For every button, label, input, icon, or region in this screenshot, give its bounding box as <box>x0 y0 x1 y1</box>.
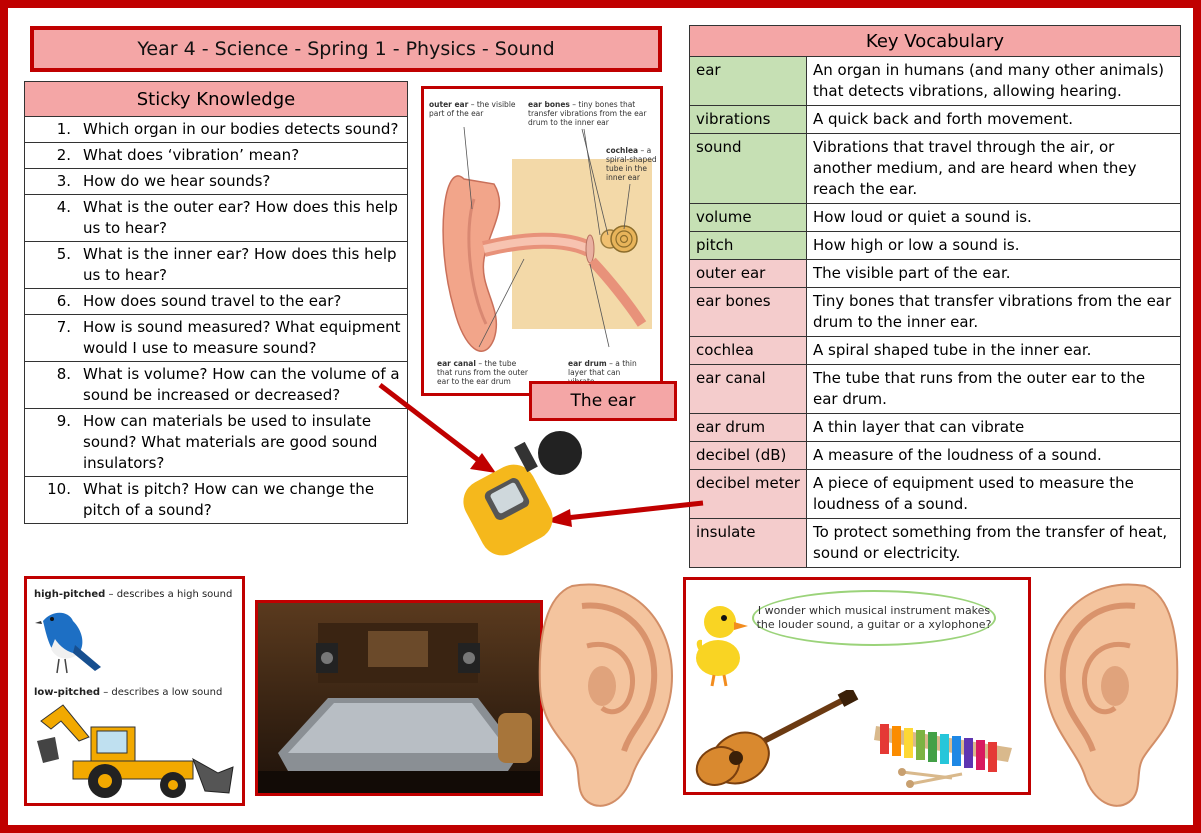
low-pitched-text: low-pitched – describes a low sound <box>34 687 223 698</box>
arrow-to-meter-left <box>380 385 482 463</box>
vocabulary-definition: How loud or quiet a sound is. <box>807 204 1181 232</box>
vocabulary-term: ear drum <box>690 414 807 442</box>
sticky-knowledge-row <box>25 409 408 477</box>
vocabulary-term: insulate <box>690 519 807 568</box>
sticky-knowledge-row <box>25 362 408 409</box>
digger-icon <box>33 701 238 801</box>
question-number: 2. <box>25 143 80 169</box>
decibel-meter-icon <box>456 431 582 563</box>
question-text: What does ‘vibration’ mean? <box>79 143 408 169</box>
pitch-examples-panel <box>24 576 245 806</box>
vocabulary-term: vibrations <box>690 106 807 134</box>
sticky-knowledge-row <box>25 289 408 315</box>
question-number: 5. <box>25 242 80 289</box>
sticky-knowledge-row <box>25 242 408 289</box>
key-vocabulary-table <box>689 25 1181 568</box>
vocabulary-row <box>690 442 1181 470</box>
ear-caption: The ear <box>529 381 677 421</box>
duck-icon <box>692 600 752 690</box>
vocabulary-term: volume <box>690 204 807 232</box>
sticky-knowledge-row <box>25 117 408 143</box>
vocabulary-row <box>690 134 1181 204</box>
question-text: How does sound travel to the ear? <box>79 289 408 315</box>
question-text: What is the inner ear? How does this help us to hear? <box>79 242 408 289</box>
instrument-question-panel <box>683 577 1031 795</box>
recording-studio-photo <box>255 600 543 796</box>
question-number: 1. <box>25 117 80 143</box>
vocabulary-row <box>690 260 1181 288</box>
vocabulary-definition: How high or low a sound is. <box>807 232 1181 260</box>
vocabulary-term: ear canal <box>690 365 807 414</box>
ear-cross-section-illustration <box>424 89 660 393</box>
arrow-to-meter-right <box>566 503 703 518</box>
sticky-knowledge-heading: Sticky Knowledge <box>25 82 408 117</box>
question-text: How do we hear sounds? <box>79 169 408 195</box>
vocabulary-definition: An organ in humans (and many other animals) that detects vibrations, allowing hearing. <box>807 57 1181 106</box>
question-text: What is volume? How can the volume of a sound be increased or decreased? <box>79 362 408 409</box>
vocabulary-row <box>690 204 1181 232</box>
arrows-and-decibel-meter <box>370 375 710 565</box>
vocabulary-row <box>690 288 1181 337</box>
vocabulary-row <box>690 57 1181 106</box>
question-number: 4. <box>25 195 80 242</box>
vocabulary-row <box>690 106 1181 134</box>
vocabulary-term: pitch <box>690 232 807 260</box>
vocabulary-term: cochlea <box>690 337 807 365</box>
vocabulary-term: ear <box>690 57 807 106</box>
high-pitched-text: high-pitched – describes a high sound <box>34 589 233 600</box>
vocabulary-term: decibel meter <box>690 470 807 519</box>
vocabulary-row <box>690 470 1181 519</box>
question-number: 9. <box>25 409 80 477</box>
ear-bones-label: ear bones – tiny bones that transfer vibrations from the ear drum to the inner ear <box>528 100 647 127</box>
ear-left-icon <box>532 576 682 816</box>
sticky-knowledge-list <box>25 117 408 524</box>
key-vocabulary-heading: Key Vocabulary <box>690 26 1181 57</box>
vocabulary-term: decibel (dB) <box>690 442 807 470</box>
question-text: What is pitch? How can we change the pitch of a sound? <box>79 477 408 524</box>
sticky-knowledge-row <box>25 169 408 195</box>
sticky-knowledge-panel <box>24 81 408 524</box>
sticky-knowledge-row <box>25 315 408 362</box>
vocabulary-definition: A spiral shaped tube in the inner ear. <box>807 337 1181 365</box>
sticky-knowledge-table <box>24 81 408 524</box>
vocabulary-definition: A quick back and forth movement. <box>807 106 1181 134</box>
vocabulary-row <box>690 232 1181 260</box>
vocabulary-definition: Tiny bones that transfer vibrations from the ear drum to the inner ear. <box>807 288 1181 337</box>
question-text: How is sound measured? What equipment would I use to measure sound? <box>79 315 408 362</box>
xylophone-icon <box>872 718 1022 788</box>
question-number: 8. <box>25 362 80 409</box>
question-text: How can materials be used to insulate sound? What materials are good sound insulators? <box>79 409 408 477</box>
guitar-icon <box>692 690 862 790</box>
speech-bubble: I wonder which musical instrument makes the louder sound, a guitar or a xylophone? <box>752 590 996 646</box>
question-text: Which organ in our bodies detects sound? <box>79 117 408 143</box>
mixing-desk-illustration <box>258 603 540 793</box>
outer-ear-label: outer ear – the visible part of the ear <box>429 100 516 118</box>
vocabulary-definition: The tube that runs from the outer ear to the ear drum. <box>807 365 1181 414</box>
question-number: 6. <box>25 289 80 315</box>
sticky-knowledge-row <box>25 143 408 169</box>
vocabulary-definition: The visible part of the ear. <box>807 260 1181 288</box>
ear-canal-label: ear canal – the tube that runs from the outer ear to the ear drum <box>437 359 529 386</box>
vocabulary-term: ear bones <box>690 288 807 337</box>
key-vocabulary-panel <box>689 25 1181 568</box>
question-number: 10. <box>25 477 80 524</box>
vocabulary-row <box>690 365 1181 414</box>
key-vocabulary-list <box>690 57 1181 568</box>
vocabulary-definition: A measure of the loudness of a sound. <box>807 442 1181 470</box>
question-number: 7. <box>25 315 80 362</box>
ear-right-icon <box>1035 576 1185 816</box>
sticky-knowledge-row <box>25 477 408 524</box>
ear-diagram <box>421 86 663 396</box>
vocabulary-definition: To protect something from the transfer of heat, sound or electricity. <box>807 519 1181 568</box>
ear-drum-label: ear drum – a thin layer that can <box>568 359 637 377</box>
vocabulary-definition: A thin layer that can vibrate <box>807 414 1181 442</box>
sticky-knowledge-row <box>25 195 408 242</box>
page-title: Year 4 - Science - Spring 1 - Physics - Sound <box>30 26 662 72</box>
cochlea-label: cochlea – a spiral-shaped tube in the inner ear <box>606 146 657 182</box>
vocabulary-definition: A piece of equipment used to measure the loudness of a sound. <box>807 470 1181 519</box>
vocabulary-row <box>690 414 1181 442</box>
bluebird-icon <box>35 605 105 677</box>
vocabulary-term: outer ear <box>690 260 807 288</box>
vocabulary-row <box>690 337 1181 365</box>
vocabulary-term: sound <box>690 134 807 204</box>
vocabulary-row <box>690 519 1181 568</box>
vocabulary-definition: Vibrations that travel through the air, or another medium, and are heard when they reach the ear. <box>807 134 1181 204</box>
question-number: 3. <box>25 169 80 195</box>
question-text: What is the outer ear? How does this help us to hear? <box>79 195 408 242</box>
